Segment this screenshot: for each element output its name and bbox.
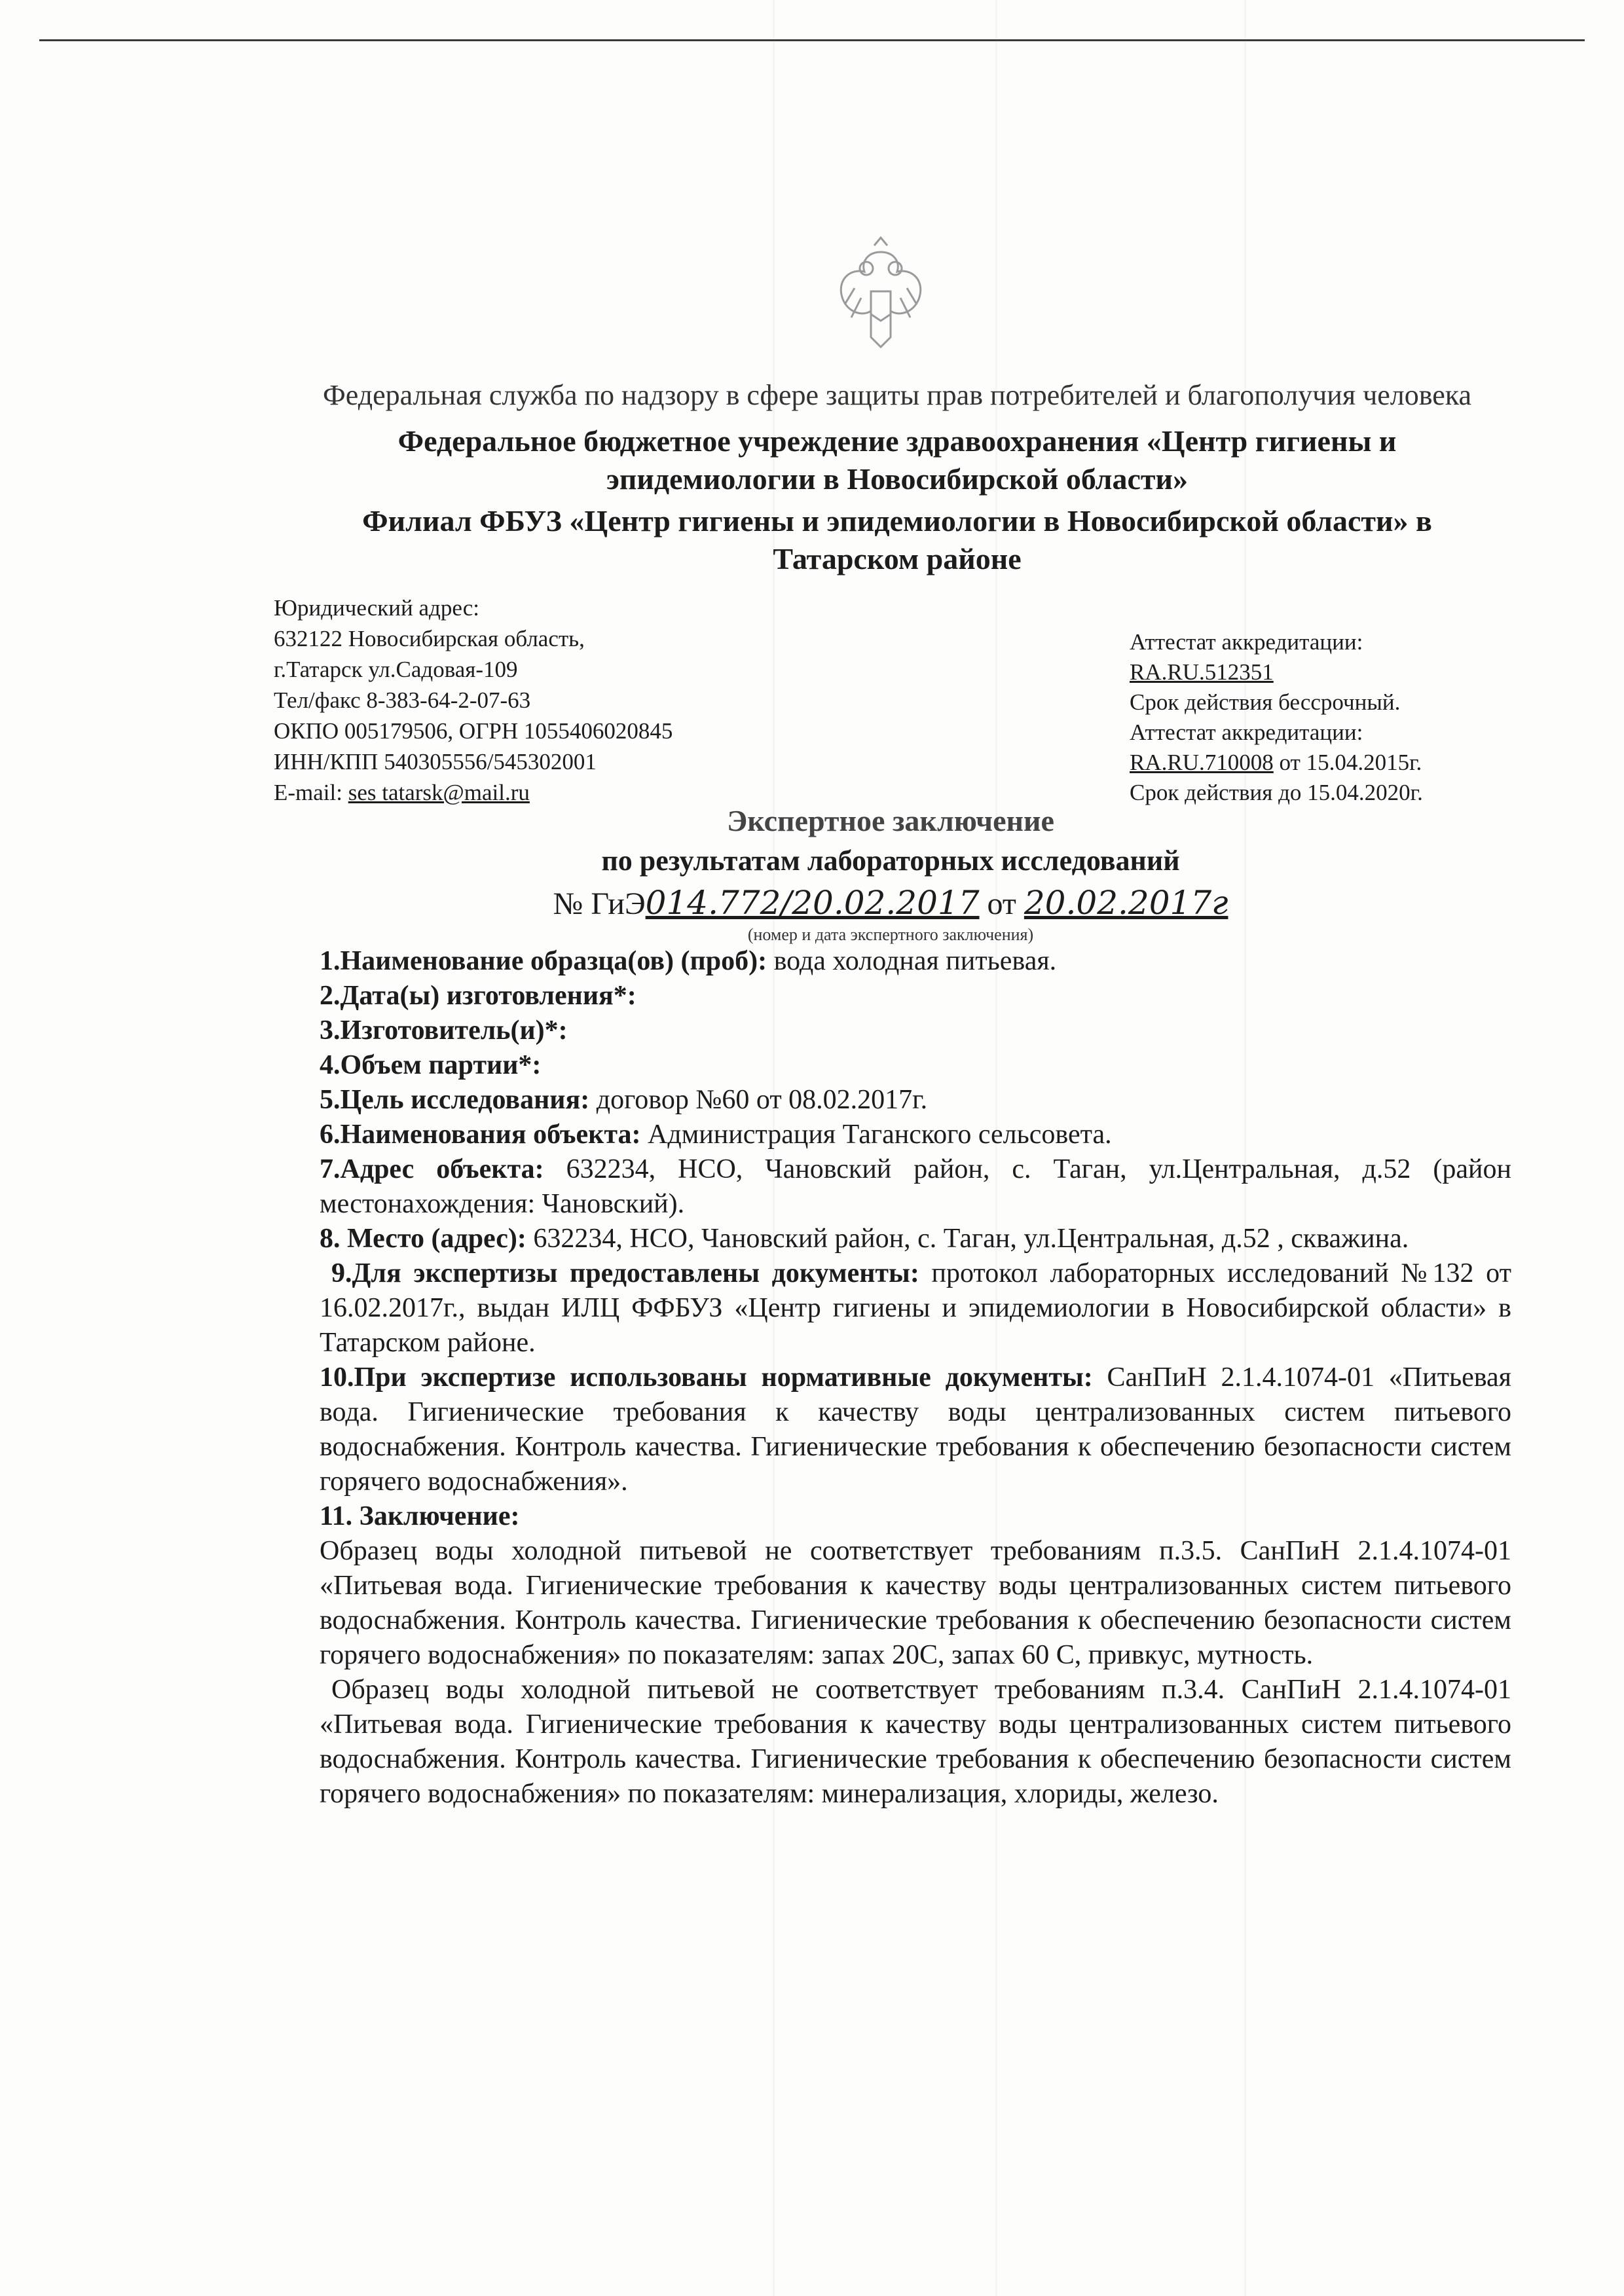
address-line-2: г.Татарск ул.Садовая-109 [274, 657, 518, 682]
item-4: 4.Объем партии*: [320, 1050, 542, 1080]
number-prefix: № ГиЭ [553, 886, 646, 921]
accreditation-label-2: Аттестат аккредитации: [1130, 720, 1363, 745]
accreditation-date-2: от 15.04.2015г. [1279, 750, 1422, 775]
accreditation-label-1: Аттестат аккредитации: [1130, 629, 1363, 655]
item-3: 3.Изготовитель(и)*: [320, 1015, 568, 1046]
conclusion-title-block [498, 802, 1283, 945]
item-8: 8. Место (адрес): 632234, НСО, Чановский район, с. Таган, ул.Центральная, д.52 , скважина. [320, 1224, 1409, 1254]
coat-of-arms-emblem [815, 232, 946, 363]
handwritten-number: 014.772/20.02.2017 [645, 884, 980, 922]
item-6: 6.Наименования объекта: Администрация Таганского сельсовета. [320, 1120, 1112, 1150]
okpo-ogrn: ОКПО 005179506, ОГРН 1055406020845 [274, 718, 673, 744]
item-11: 11. Заключение: [320, 1501, 520, 1531]
scan-edge-line [39, 39, 1585, 41]
finding-1: Образец воды холодной питьевой не соответствует требованиям п.3.5. СанПиН 2.1.4.1074-01 «Питьевая вода. Гигиенические требования к качеству воды централизованных систем питьевого водоснабжения. Контроль качества. Гигиенические требования к обеспечению безопасности систем горячего водоснабжения» по показателям: запах 20С, запах 60 С, привкус, мутность. [320, 1536, 1511, 1670]
accreditation-number-1: RA.RU.512351 [1130, 659, 1274, 685]
item-5: 5.Цель исследования: договор №60 от 08.02.2017г. [320, 1085, 928, 1115]
address-label: Юридический адрес: [274, 595, 480, 621]
item-7: 7.Адрес объекта: 632234, НСО, Чановский район, с. Таган, ул.Центральная, д.52 (район местонахождения: Чановский). [320, 1154, 1511, 1219]
phone: Тел/факс 8-383-64-2-07-63 [274, 687, 531, 713]
branch-name: Филиал ФБУЗ «Центр гигиены и эпидемиологии в Новосибирской области» в Татарском районе [362, 504, 1432, 575]
item-2: 2.Дата(ы) изготовления*: [320, 981, 637, 1011]
accreditation-validity-1: Срок действия бессрочный. [1130, 689, 1401, 715]
conclusion-subtitle: по результатам лабораторных исследований [601, 845, 1180, 877]
address-line-1: 632122 Новосибирская область, [274, 626, 585, 651]
number-hint: (номер и дата экспертного заключения) [747, 925, 1034, 944]
accreditation-validity-2: Срок действия до 15.04.2020г. [1130, 780, 1423, 805]
accreditation-number-2: RA.RU.710008 [1130, 750, 1274, 775]
finding-2: Образец воды холодной питьевой не соответствует требованиям п.3.4. СанПиН 2.1.4.1074-01 «Питьевая вода. Гигиенические требования к качеству воды централизованных систем питьевого водоснабжения. Контроль качества. Гигиенические требования к обеспечению безопасности систем горячего водоснабжения» по показателям: минерализация, хлориды, железо. [320, 1675, 1511, 1809]
email-label: E-mail: [274, 780, 342, 805]
inn-kpp: ИНН/КПП 540305556/545302001 [274, 749, 597, 774]
accreditation-block [1130, 627, 1496, 808]
conclusion-title: Экспертное заключение [727, 804, 1054, 837]
header [308, 376, 1486, 578]
item-1: 1.Наименование образца(ов) (проб): вода холодная питьевая. [320, 946, 1057, 976]
institution-name: Федеральное бюджетное учреждение здравоохранения «Центр гигиены и эпидемиологии в Новосибирской области» [397, 424, 1397, 496]
accreditation-number-line-2 [1130, 748, 1496, 778]
conclusion-number-line [498, 882, 1283, 925]
email-link[interactable]: ses tatarsk@mail.ru [348, 780, 530, 805]
item-10: 10.При экспертизе использованы нормативные документы: СанПиН 2.1.4.1074-01 «Питьевая вода. Гигиенические требования к качеству воды централизованных систем питьевого водоснабжения. Контроль качества. Гигиенические требования к обеспечению безопасности систем горячего водоснабжения». [320, 1362, 1512, 1497]
handwritten-date: 20.02.2017г [1024, 884, 1228, 922]
item-9: 9.Для экспертизы предоставлены документы: протокол лабораторных исследований №132 от 16.02.2017г., выдан ИЛЦ ФФБУЗ «Центр гигиены и эпидемиологии в Новосибирской области» в Татарском районе. [320, 1258, 1511, 1358]
from-word: от [987, 886, 1016, 921]
conclusion-body [320, 944, 1511, 1812]
contacts-block [274, 592, 863, 808]
service-name: Федеральная служба по надзору в сфере защиты прав потребителей и благополучия человека [322, 379, 1471, 411]
